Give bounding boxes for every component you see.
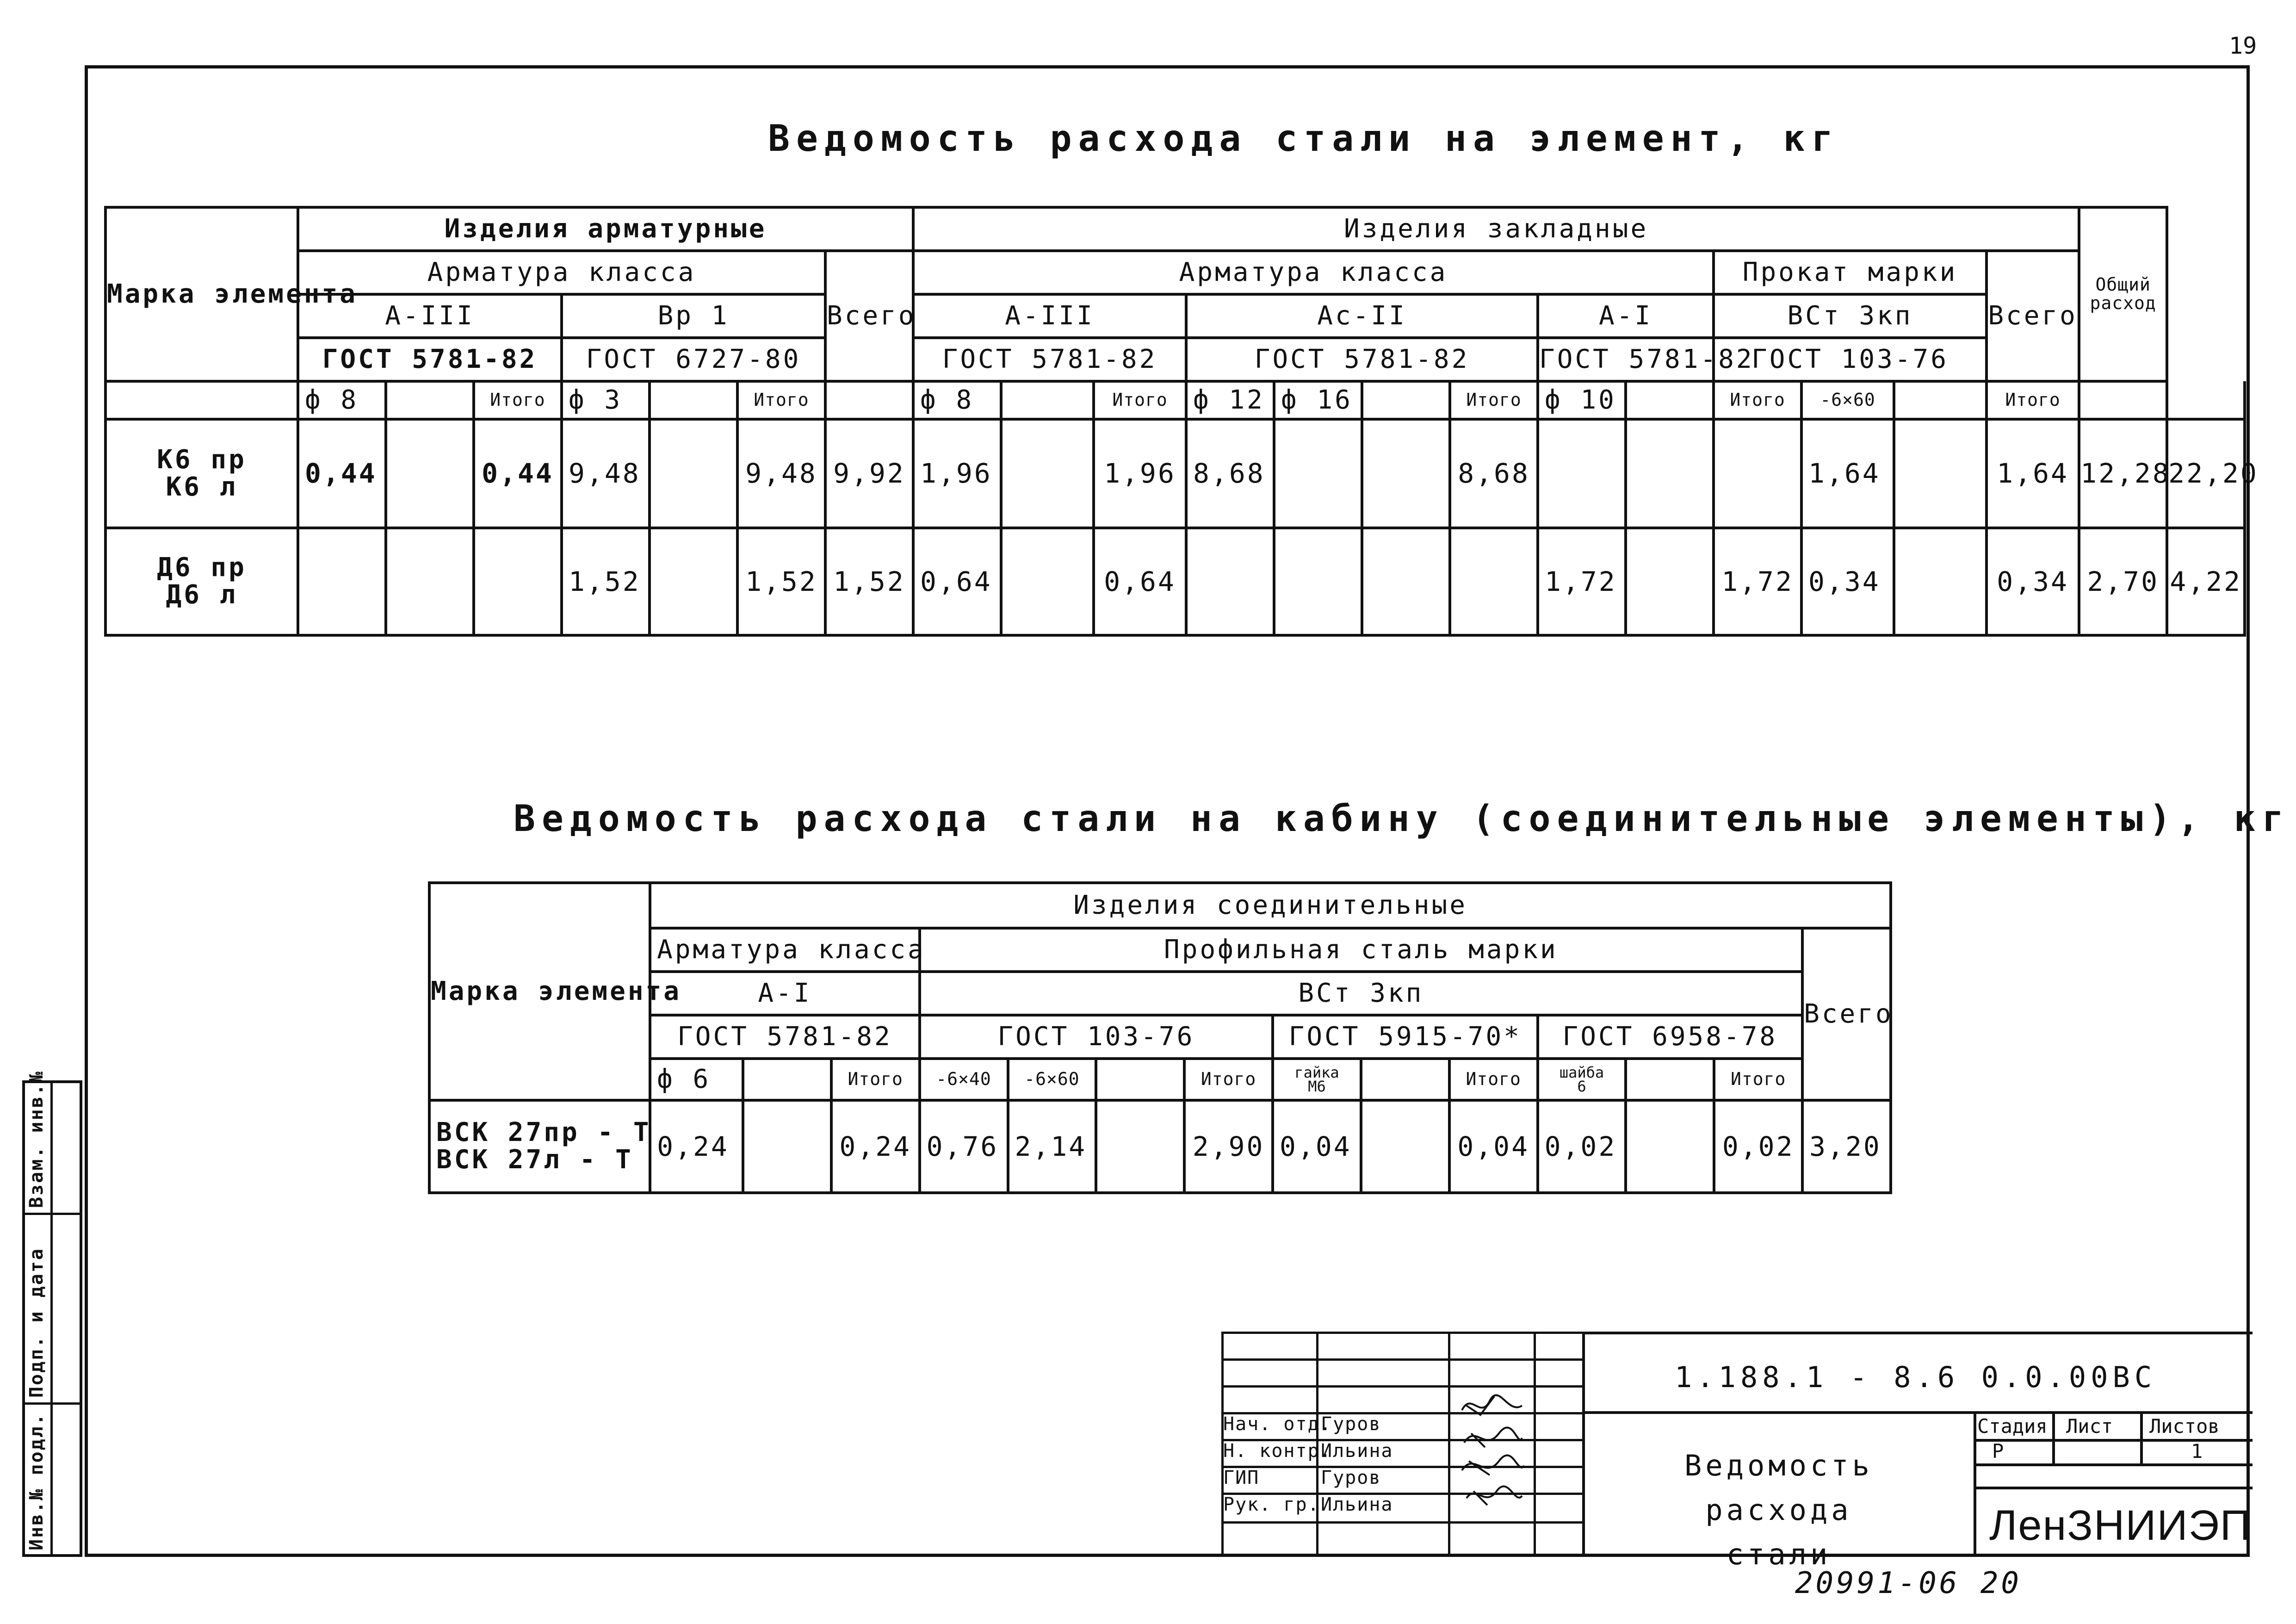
row1-c11: 8,68	[1186, 419, 1274, 528]
gost-5: ГОСТ 5781-82	[1538, 338, 1714, 381]
signer-role-1: Нач. отд.	[1223, 1413, 1332, 1435]
row1-c20: 1,64	[1987, 419, 2079, 528]
row1-c17	[1714, 419, 1801, 528]
handwritten-signatures	[1453, 1387, 1531, 1521]
t2-c3: 0,24	[831, 1100, 920, 1193]
header-armatura-klassa: Арматура класса	[298, 251, 825, 294]
row2-c18: 0,34	[1801, 528, 1894, 635]
t2-c2	[743, 1100, 831, 1193]
itogo-4: Итого	[1450, 381, 1538, 419]
class-as2: Ас-II	[1186, 294, 1538, 338]
sheet-header: Лист	[2066, 1415, 2113, 1438]
table2-title: Ведомость расхода стали на кабину (соединительные элементы), кг	[514, 798, 2290, 840]
row1-c12	[1274, 419, 1362, 528]
row2-c19	[1894, 528, 1987, 635]
t2-c11: 0,02	[1538, 1100, 1626, 1193]
itogo-6: Итого	[1987, 381, 2079, 419]
dim-6x60: -6×60	[1801, 381, 1894, 419]
diam-f3: ф 3	[562, 381, 650, 419]
row2-c2	[386, 528, 474, 635]
row1-c9	[1001, 419, 1094, 528]
t2-shayba: шайба 6	[1538, 1059, 1626, 1100]
row1-c18: 1,64	[1801, 419, 1894, 528]
diam-f8a: ф 8	[298, 381, 386, 419]
row1-c10: 1,96	[1094, 419, 1186, 528]
t2-class-a1: А-I	[650, 972, 920, 1015]
row1-c7: 9,92	[825, 419, 913, 528]
header-marka: Марка элемента	[105, 207, 298, 381]
t2-dim-6x40: -6×40	[920, 1059, 1008, 1100]
gost-2: ГОСТ 6727-80	[562, 338, 825, 381]
strip-inv-podl: Инв.№ подл.	[26, 1413, 47, 1550]
blank-cell	[650, 381, 737, 419]
stage-header: Стадия	[1977, 1415, 2048, 1438]
gost-6: ГОСТ 103-76	[1714, 338, 1987, 381]
row2-c7: 1,52	[825, 528, 913, 635]
t2-c6	[1096, 1100, 1184, 1193]
t2-itogo-4: Итого	[1714, 1059, 1802, 1100]
row2-c10: 0,64	[1094, 528, 1186, 635]
t2-diam-f6: ф 6	[650, 1059, 743, 1100]
t2-gost-4: ГОСТ 6958-78	[1538, 1015, 1803, 1059]
signer-name-3: Гуров	[1321, 1467, 1381, 1488]
row1-c19	[1894, 419, 1987, 528]
blank-cell	[1626, 1059, 1714, 1100]
signer-role-4: Рук. гр.	[1223, 1494, 1320, 1515]
t2-c4: 0,76	[920, 1100, 1008, 1193]
header-vsego-1: Всего	[825, 251, 913, 381]
t2-c1: 0,24	[650, 1100, 743, 1193]
class-a3-2: А-III	[913, 294, 1186, 338]
row1-c4: 9,48	[562, 419, 650, 528]
itogo-5: Итого	[1714, 381, 1801, 419]
class-a3-1: А-III	[298, 294, 562, 338]
signer-name-4: Ильина	[1321, 1494, 1393, 1515]
diam-f8b: ф 8	[913, 381, 1001, 419]
row1-c6: 9,48	[737, 419, 825, 528]
signer-role-2: Н. контр.	[1223, 1440, 1332, 1462]
row1-c3: 0,44	[474, 419, 562, 528]
signer-name-2: Ильина	[1321, 1440, 1393, 1462]
row2-c1	[298, 528, 386, 635]
t2-c12	[1626, 1100, 1714, 1193]
t2-c7: 2,90	[1184, 1100, 1273, 1193]
t2-itogo-2: Итого	[1184, 1059, 1273, 1100]
blank-cell	[386, 381, 474, 419]
t2-header-vsego: Всего	[1802, 928, 1891, 1100]
itogo-3: Итого	[1094, 381, 1186, 419]
t2-c14: 3,20	[1802, 1100, 1891, 1193]
gost-4: ГОСТ 5781-82	[1186, 338, 1538, 381]
left-margin-strip	[22, 1070, 82, 1557]
t2-gayka: гайка М6	[1273, 1059, 1361, 1100]
document-title: Ведомость расхода стали	[1684, 1449, 1873, 1572]
gost-1: ГОСТ 5781-82	[298, 338, 562, 381]
row2-c9	[1001, 528, 1094, 635]
row2-c11	[1186, 528, 1274, 635]
diam-f16: ф 16	[1274, 381, 1362, 419]
row2-c17: 1,72	[1714, 528, 1801, 635]
t2-c13: 0,02	[1714, 1100, 1802, 1193]
blank-cell	[1362, 381, 1450, 419]
diam-f10: ф 10	[1538, 381, 1626, 419]
diam-f12: ф 12	[1186, 381, 1274, 419]
row1-c14: 8,68	[1450, 419, 1538, 528]
row2-c5	[650, 528, 737, 635]
row2-c16	[1626, 528, 1714, 635]
t2-gost-1: ГОСТ 5781-82	[650, 1015, 920, 1059]
t2-itogo-1: Итого	[831, 1059, 920, 1100]
t2-c10: 0,04	[1449, 1100, 1538, 1193]
t2-dim-6x60: -6×60	[1008, 1059, 1096, 1100]
blank-cell	[743, 1059, 831, 1100]
row2-c8: 0,64	[913, 528, 1001, 635]
blank-cell	[1626, 381, 1714, 419]
row2-c14	[1450, 528, 1538, 635]
row2-c4: 1,52	[562, 528, 650, 635]
row1-c2	[386, 419, 474, 528]
t2-header-marka: Марка элемента	[429, 883, 650, 1100]
class-vst: ВСт 3кп	[1714, 294, 1987, 338]
t2-gost-2: ГОСТ 103-76	[920, 1015, 1273, 1059]
table1-title: Ведомость расхода стали на элемент, кг	[768, 118, 1840, 160]
t2-gost-3: ГОСТ 5915-70*	[1273, 1015, 1538, 1059]
class-a1: А-I	[1538, 294, 1714, 338]
row1-mark: К6 пр К6 л	[105, 419, 298, 528]
page-number: 19	[2229, 32, 2257, 59]
blank-cell	[1096, 1059, 1184, 1100]
row1-c15	[1538, 419, 1626, 528]
strip-vzam-inv: Взам. инв.№	[26, 1070, 47, 1208]
blank-cell	[1894, 381, 1987, 419]
row1-c16	[1626, 419, 1714, 528]
header-zakladnye: Изделия закладные	[913, 207, 2079, 251]
blank-cell	[1361, 1059, 1449, 1100]
blank-cell	[2079, 381, 2167, 419]
row1-c22: 22,20	[2167, 419, 2245, 528]
t2-c8: 0,04	[1273, 1100, 1361, 1193]
signer-role-3: ГИП	[1223, 1467, 1260, 1488]
t2-row-mark: ВСК 27пр - Т ВСК 27л - Т	[429, 1100, 650, 1193]
row2-c21: 2,70	[2079, 528, 2167, 635]
organization-name: ЛенЗНИИЭП	[1989, 1502, 2252, 1549]
header-armatura-klassa-2: Арматура класса	[913, 251, 1714, 294]
signature-block	[1221, 1332, 1582, 1556]
class-vr1: Вр 1	[562, 294, 825, 338]
row2-c13	[1362, 528, 1450, 635]
row2-c12	[1274, 528, 1362, 635]
blank-cell	[825, 381, 913, 419]
t2-itogo-3: Итого	[1449, 1059, 1538, 1100]
gost-3: ГОСТ 5781-82	[913, 338, 1186, 381]
row2-c15: 1,72	[1538, 528, 1626, 635]
signer-name-1: Гуров	[1321, 1413, 1381, 1435]
blank-cell	[1001, 381, 1094, 419]
row1-c5	[650, 419, 737, 528]
itogo-1: Итого	[474, 381, 562, 419]
header-vsego-2: Всего	[1987, 251, 2079, 381]
row1-c8: 1,96	[913, 419, 1001, 528]
row2-c6: 1,52	[737, 528, 825, 635]
row2-c3	[474, 528, 562, 635]
table1	[104, 206, 2259, 637]
table2	[428, 881, 1892, 1194]
row1-c1: 0,44	[298, 419, 386, 528]
row2-c22: 4,22	[2167, 528, 2245, 635]
t2-c5: 2,14	[1008, 1100, 1096, 1193]
strip-podp-data: Подп. и дата	[26, 1247, 47, 1398]
row2-mark: Д6 пр Д6 л	[105, 528, 298, 635]
blank-cell	[2167, 381, 2245, 419]
row2-c20: 0,34	[1987, 528, 2079, 635]
header-prokat: Прокат марки	[1714, 251, 1987, 294]
header-armaturnye: Изделия арматурные	[298, 207, 913, 251]
row1-c13	[1362, 419, 1450, 528]
document-code: 1.188.1 - 8.6 0.0.00ВС	[1675, 1360, 2157, 1394]
t2-header-profil: Профильная сталь марки	[920, 928, 1802, 972]
t2-c9	[1361, 1100, 1449, 1193]
stage-value: Р	[1992, 1440, 2004, 1463]
t2-header-armatura: Арматура класса	[650, 928, 920, 972]
t2-header-izdeliya: Изделия соединительные	[650, 883, 1891, 928]
sheets-value: 1	[2191, 1440, 2203, 1463]
blank-cell	[105, 381, 298, 419]
row1-c21: 12,28	[2079, 419, 2167, 528]
sheets-header: Листов	[2149, 1415, 2220, 1438]
header-obshchiy: Общий расход	[2079, 207, 2167, 381]
itogo-2: Итого	[737, 381, 825, 419]
t2-class-vst: ВСт 3кп	[920, 972, 1802, 1015]
archive-number: 20991-06 20	[1795, 1566, 2022, 1600]
